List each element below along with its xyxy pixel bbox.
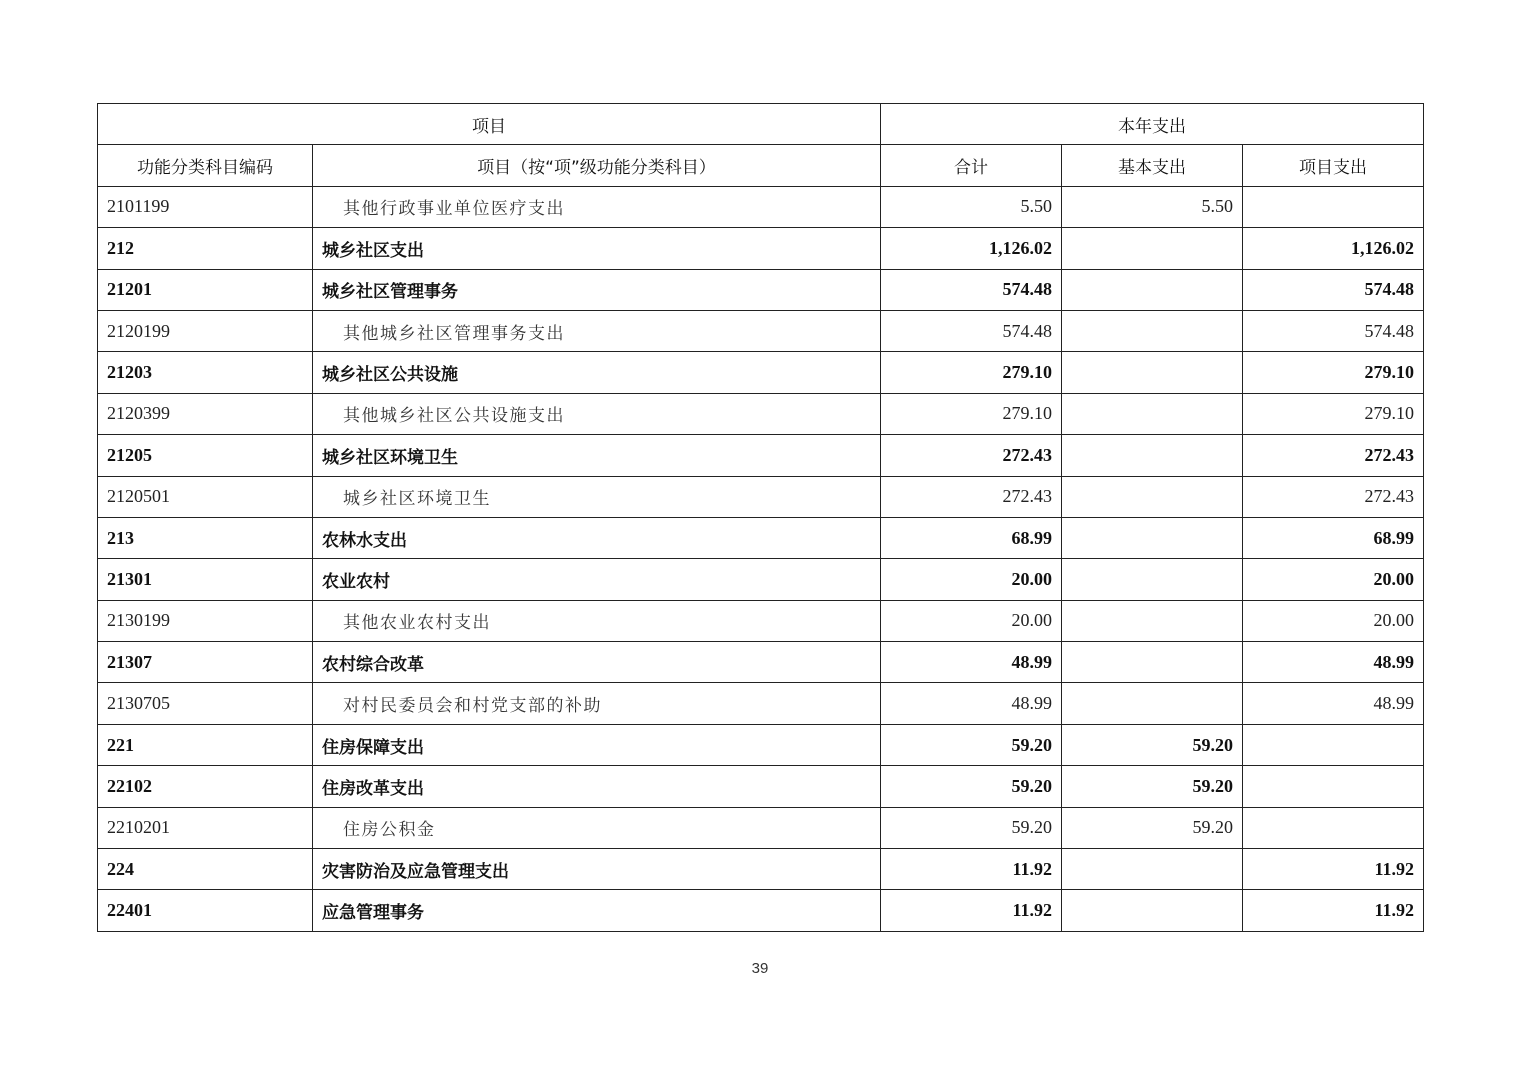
table-row bbox=[98, 559, 1424, 600]
cell-code: 21307 bbox=[98, 642, 313, 683]
cell-name: 应急管理事务 bbox=[313, 890, 881, 931]
cell-total: 574.48 bbox=[881, 310, 1062, 351]
header-group-item: 项目 bbox=[98, 104, 881, 145]
cell-code: 2120501 bbox=[98, 476, 313, 517]
cell-code: 221 bbox=[98, 724, 313, 765]
cell-project: 574.48 bbox=[1243, 269, 1424, 310]
cell-code: 212 bbox=[98, 228, 313, 269]
cell-project: 574.48 bbox=[1243, 310, 1424, 351]
cell-code: 2130199 bbox=[98, 600, 313, 641]
cell-name: 住房改革支出 bbox=[313, 766, 881, 807]
cell-name: 住房公积金 bbox=[313, 807, 881, 848]
cell-code: 21201 bbox=[98, 269, 313, 310]
cell-code: 213 bbox=[98, 517, 313, 558]
table-row bbox=[98, 393, 1424, 434]
cell-project: 48.99 bbox=[1243, 683, 1424, 724]
table-body bbox=[98, 186, 1424, 931]
cell-project: 272.43 bbox=[1243, 476, 1424, 517]
page-number: 39 bbox=[751, 960, 769, 977]
cell-basic: 59.20 bbox=[1062, 724, 1243, 765]
cell-code: 2101199 bbox=[98, 186, 313, 227]
cell-project: 279.10 bbox=[1243, 352, 1424, 393]
cell-name: 其他城乡社区管理事务支出 bbox=[313, 310, 881, 351]
cell-name: 城乡社区环境卫生 bbox=[313, 435, 881, 476]
cell-total: 68.99 bbox=[881, 517, 1062, 558]
cell-basic bbox=[1062, 683, 1243, 724]
header-name: 项目（按“项”级功能分类科目） bbox=[313, 145, 881, 186]
cell-project: 20.00 bbox=[1243, 600, 1424, 641]
cell-code: 2120199 bbox=[98, 310, 313, 351]
cell-total: 574.48 bbox=[881, 269, 1062, 310]
table-row bbox=[98, 352, 1424, 393]
table-row bbox=[98, 807, 1424, 848]
cell-total: 59.20 bbox=[881, 766, 1062, 807]
table-row bbox=[98, 642, 1424, 683]
cell-basic bbox=[1062, 849, 1243, 890]
cell-name: 其他农业农村支出 bbox=[313, 600, 881, 641]
cell-code: 21203 bbox=[98, 352, 313, 393]
cell-code: 22102 bbox=[98, 766, 313, 807]
table-row bbox=[98, 228, 1424, 269]
cell-code: 21205 bbox=[98, 435, 313, 476]
cell-code: 21301 bbox=[98, 559, 313, 600]
cell-basic bbox=[1062, 352, 1243, 393]
header-total: 合计 bbox=[881, 145, 1062, 186]
cell-code: 224 bbox=[98, 849, 313, 890]
cell-project: 11.92 bbox=[1243, 849, 1424, 890]
table-row bbox=[98, 517, 1424, 558]
cell-name: 对村民委员会和村党支部的补助 bbox=[313, 683, 881, 724]
cell-basic bbox=[1062, 517, 1243, 558]
cell-code: 2210201 bbox=[98, 807, 313, 848]
cell-total: 59.20 bbox=[881, 807, 1062, 848]
cell-total: 1,126.02 bbox=[881, 228, 1062, 269]
cell-basic bbox=[1062, 642, 1243, 683]
cell-project: 279.10 bbox=[1243, 393, 1424, 434]
cell-total: 279.10 bbox=[881, 393, 1062, 434]
cell-project: 11.92 bbox=[1243, 890, 1424, 931]
cell-name: 灾害防治及应急管理支出 bbox=[313, 849, 881, 890]
cell-total: 48.99 bbox=[881, 642, 1062, 683]
header-project: 项目支出 bbox=[1243, 145, 1424, 186]
table-row bbox=[98, 476, 1424, 517]
cell-name: 其他城乡社区公共设施支出 bbox=[313, 393, 881, 434]
cell-code: 2120399 bbox=[98, 393, 313, 434]
table-row bbox=[98, 435, 1424, 476]
cell-name: 其他行政事业单位医疗支出 bbox=[313, 186, 881, 227]
cell-total: 59.20 bbox=[881, 724, 1062, 765]
cell-total: 20.00 bbox=[881, 559, 1062, 600]
cell-total: 272.43 bbox=[881, 476, 1062, 517]
cell-total: 5.50 bbox=[881, 186, 1062, 227]
cell-name: 城乡社区公共设施 bbox=[313, 352, 881, 393]
table-row bbox=[98, 890, 1424, 931]
header-group-row bbox=[98, 104, 1424, 145]
cell-basic: 5.50 bbox=[1062, 186, 1243, 227]
cell-basic bbox=[1062, 559, 1243, 600]
cell-total: 11.92 bbox=[881, 849, 1062, 890]
table-row bbox=[98, 600, 1424, 641]
cell-total: 20.00 bbox=[881, 600, 1062, 641]
cell-project bbox=[1243, 724, 1424, 765]
cell-total: 272.43 bbox=[881, 435, 1062, 476]
cell-basic: 59.20 bbox=[1062, 807, 1243, 848]
cell-project: 272.43 bbox=[1243, 435, 1424, 476]
cell-project: 48.99 bbox=[1243, 642, 1424, 683]
cell-project: 68.99 bbox=[1243, 517, 1424, 558]
header-code: 功能分类科目编码 bbox=[98, 145, 313, 186]
cell-total: 48.99 bbox=[881, 683, 1062, 724]
cell-project bbox=[1243, 186, 1424, 227]
header-column-row bbox=[98, 145, 1424, 186]
cell-name: 农林水支出 bbox=[313, 517, 881, 558]
cell-project bbox=[1243, 766, 1424, 807]
cell-name: 城乡社区管理事务 bbox=[313, 269, 881, 310]
cell-basic: 59.20 bbox=[1062, 766, 1243, 807]
table-row bbox=[98, 310, 1424, 351]
table-header bbox=[98, 104, 1424, 187]
cell-total: 279.10 bbox=[881, 352, 1062, 393]
cell-code: 22401 bbox=[98, 890, 313, 931]
header-basic: 基本支出 bbox=[1062, 145, 1243, 186]
cell-name: 农业农村 bbox=[313, 559, 881, 600]
cell-basic bbox=[1062, 476, 1243, 517]
cell-name: 住房保障支出 bbox=[313, 724, 881, 765]
cell-project: 20.00 bbox=[1243, 559, 1424, 600]
cell-basic bbox=[1062, 310, 1243, 351]
cell-project: 1,126.02 bbox=[1243, 228, 1424, 269]
cell-basic bbox=[1062, 435, 1243, 476]
table-row bbox=[98, 766, 1424, 807]
cell-basic bbox=[1062, 890, 1243, 931]
cell-code: 2130705 bbox=[98, 683, 313, 724]
cell-name: 城乡社区环境卫生 bbox=[313, 476, 881, 517]
cell-name: 农村综合改革 bbox=[313, 642, 881, 683]
cell-basic bbox=[1062, 393, 1243, 434]
cell-name: 城乡社区支出 bbox=[313, 228, 881, 269]
table-row bbox=[98, 849, 1424, 890]
table-row bbox=[98, 683, 1424, 724]
table-row bbox=[98, 186, 1424, 227]
cell-basic bbox=[1062, 228, 1243, 269]
cell-total: 11.92 bbox=[881, 890, 1062, 931]
table-row bbox=[98, 724, 1424, 765]
cell-basic bbox=[1062, 269, 1243, 310]
budget-expenditure-table bbox=[97, 103, 1424, 932]
table-row bbox=[98, 269, 1424, 310]
cell-project bbox=[1243, 807, 1424, 848]
cell-basic bbox=[1062, 600, 1243, 641]
header-group-expense: 本年支出 bbox=[881, 104, 1424, 145]
